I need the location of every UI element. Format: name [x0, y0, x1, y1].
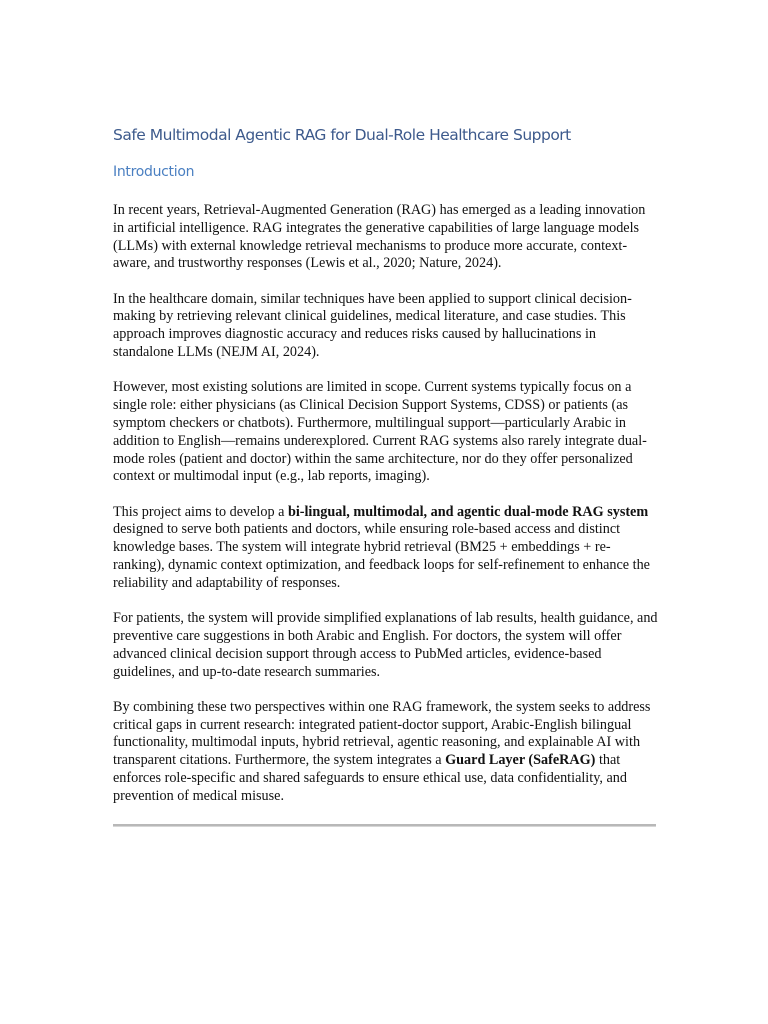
text-segment: that enforces role-specific and shared safeguards to ensure ethical use, data confidentiality, and prevention of medical misuse. [113, 752, 627, 804]
paragraph-project-aim [113, 504, 658, 593]
bold-text-segment: bi-lingual, multimodal, and agentic dual-mode RAG system [287, 503, 649, 520]
document-page [113, 124, 658, 827]
paragraph-healthcare-domain: In the healthcare domain, similar techniques have been applied to support clinical decision-making by retrieving relevant clinical guidelines, medical literature, and case studies. This approach improves diagnostic accuracy and reduces risks caused by hallucinations in standalone LLMs (NEJM AI, 2024). [113, 290, 632, 361]
horizontal-rule [113, 824, 656, 827]
paragraph-rag-background: In recent years, Retrieval-Augmented Generation (RAG) has emerged as a leading innovation in artificial intelligence. RAG integrates the generative capabilities of large language models (LLMs) with external knowledge retrieval mechanisms to produce more accurate, context-aware, and trustworthy responses (Lewis et al., 2020; Nature, 2024). [113, 202, 646, 272]
section-heading-introduction: Introduction [113, 164, 195, 180]
text-segment: designed to serve both patients and doctors, while ensuring role-based access and distinct knowledge bases. The system will integrate hybrid retrieval (BM25 + embeddings + re-ranking), dynamic context optimization, and feedback loops for self-refinement to enhance the reliability and adaptability of responses. [113, 521, 650, 591]
text-segment: This project aims to develop a [113, 503, 288, 520]
document-title: Safe Multimodal Agentic RAG for Dual-Role Healthcare Support [113, 126, 571, 144]
text-segment: By combining these two perspectives within one RAG framework, the system seeks to address critical gaps in current research: integrated patient-doctor support, Arabic-English bilingual functionality, multimodal inputs, hybrid retrieval, agentic reasoning, and explainable AI with transparent citations. Furthermore, the system integrates a [113, 698, 651, 769]
bold-text-segment: Guard Layer (SafeRAG) [445, 752, 596, 769]
paragraph-patients-doctors: For patients, the system will provide simplified explanations of lab results, health guidance, and preventive care suggestions in both Arabic and English. For doctors, the system will offer advanced clinical decision support through access to PubMed articles, evidence-based guidelines, and up-to-date research summaries. [113, 610, 658, 680]
paragraph-combining-perspectives [113, 699, 658, 806]
paragraph-limitations: However, most existing solutions are limited in scope. Current systems typically focus on a single role: either physicians (as Clinical Decision Support Systems, CDSS) or patients (as symptom checkers or chatbots). Furthermore, multilingual support—particularly Arabic in addition to English—remains underexplored. Current RAG systems also rarely integrate dual-mode roles (patient and doctor) within the same architecture, nor do they offer personalized context or multimodal input (e.g., lab reports, imaging). [113, 379, 647, 485]
